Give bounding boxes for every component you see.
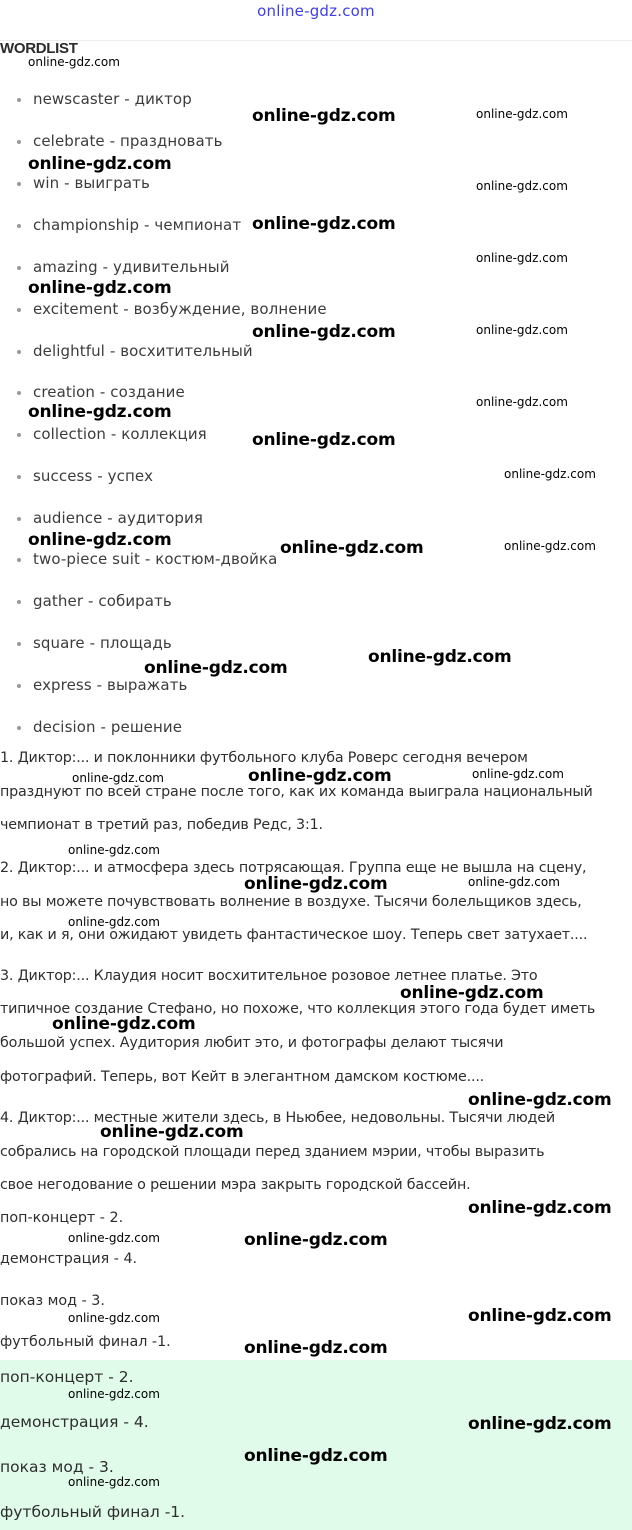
list-item: square - площадь	[33, 634, 172, 652]
watermark: online-gdz.com	[28, 154, 172, 174]
watermark: online-gdz.com	[68, 1387, 160, 1401]
watermark: online-gdz.com	[468, 1414, 612, 1434]
watermark: online-gdz.com	[252, 322, 396, 342]
list-item: audience - аудитория	[33, 509, 203, 527]
list-item: win - выиграть	[33, 174, 150, 192]
bullet-icon	[17, 308, 21, 312]
paragraph-line: большой успех. Аудитория любит это, и фотографы делают тысячи	[0, 1035, 504, 1051]
list-item: excitement - возбуждение, волнение	[33, 300, 327, 318]
watermark: online-gdz.com	[476, 395, 568, 409]
bullet-icon	[17, 684, 21, 688]
site-logo[interactable]: online-gdz.com	[257, 2, 375, 20]
watermark: online-gdz.com	[68, 1231, 160, 1245]
paragraph-line: но вы можете почувствовать волнение в воздухе. Тысячи болельщиков здесь,	[0, 894, 582, 910]
bullet-icon	[17, 391, 21, 395]
watermark: online-gdz.com	[28, 402, 172, 422]
paragraph-line: 2. Диктор:... и атмосфера здесь потрясающая. Группа еще не вышла на сцену,	[0, 860, 587, 876]
watermark: online-gdz.com	[280, 538, 424, 558]
paragraph-line: типичное создание Стефано, но похоже, что коллекция этого года будет иметь	[0, 1001, 596, 1017]
paragraph-line: чемпионат в третий раз, победив Редс, 3:1.	[0, 817, 323, 833]
watermark: online-gdz.com	[252, 430, 396, 450]
watermark: online-gdz.com	[28, 278, 172, 298]
watermark: online-gdz.com	[100, 1122, 244, 1142]
watermark: online-gdz.com	[468, 1090, 612, 1110]
list-item: creation - создание	[33, 383, 185, 401]
bullet-icon	[17, 224, 21, 228]
watermark: online-gdz.com	[68, 1311, 160, 1325]
answer-box-line: показ мод - 3.	[0, 1458, 114, 1476]
watermark: online-gdz.com	[468, 1198, 612, 1218]
list-item: decision - решение	[33, 718, 182, 736]
watermark: online-gdz.com	[472, 767, 564, 781]
list-item: success - успех	[33, 467, 153, 485]
bullet-icon	[17, 266, 21, 270]
answer-line: футбольный финал -1.	[0, 1334, 171, 1350]
top-bar	[0, 0, 632, 41]
watermark: online-gdz.com	[68, 1475, 160, 1489]
watermark: online-gdz.com	[504, 539, 596, 553]
watermark: online-gdz.com	[400, 983, 544, 1003]
list-item: championship - чемпионат	[33, 216, 241, 234]
watermark: online-gdz.com	[476, 107, 568, 121]
answer-line: демонстрация - 4.	[0, 1251, 138, 1267]
bullet-icon	[17, 517, 21, 521]
list-item: delightful - восхитительный	[33, 342, 253, 360]
watermark: online-gdz.com	[252, 106, 396, 126]
bullet-icon	[17, 600, 21, 604]
paragraph-line: 1. Диктор:... и поклонники футбольного клуба Роверс сегодня вечером	[0, 750, 528, 766]
watermark: online-gdz.com	[68, 915, 160, 929]
bullet-icon	[17, 182, 21, 186]
watermark: online-gdz.com	[468, 1306, 612, 1326]
paragraph-line: празднуют по всей стране после того, как их команда выиграла национальный	[0, 784, 593, 800]
watermark: online-gdz.com	[72, 771, 164, 785]
answer-box	[0, 1360, 632, 1530]
paragraph-line: собрались на городской площади перед зданием мэрии, чтобы выразить	[0, 1144, 545, 1160]
watermark: online-gdz.com	[252, 214, 396, 234]
bullet-icon	[17, 642, 21, 646]
bullet-icon	[17, 98, 21, 102]
answer-box-line: демонстрация - 4.	[0, 1413, 149, 1431]
answer-box-line: поп-концерт - 2.	[0, 1368, 134, 1386]
watermark: online-gdz.com	[28, 55, 120, 69]
watermark: online-gdz.com	[144, 658, 288, 678]
watermark: online-gdz.com	[28, 530, 172, 550]
bullet-icon	[17, 350, 21, 354]
paragraph-line: свое негодование о решении мэра закрыть городской бассейн.	[0, 1177, 471, 1193]
watermark: online-gdz.com	[368, 647, 512, 667]
watermark: online-gdz.com	[244, 1338, 388, 1358]
bullet-icon	[17, 433, 21, 437]
list-item: newscaster - диктор	[33, 90, 192, 108]
list-item: collection - коллекция	[33, 425, 207, 443]
watermark: online-gdz.com	[248, 766, 392, 786]
wordlist-heading: WORDLIST	[0, 40, 78, 57]
list-item: amazing - удивительный	[33, 258, 230, 276]
watermark: online-gdz.com	[468, 875, 560, 889]
watermark: online-gdz.com	[504, 467, 596, 481]
watermark: online-gdz.com	[52, 1014, 196, 1034]
bullet-icon	[17, 558, 21, 562]
watermark: online-gdz.com	[244, 874, 388, 894]
paragraph-line: фотографий. Теперь, вот Кейт в элегантном дамском костюме....	[0, 1069, 485, 1085]
answer-box-line: футбольный финал -1.	[0, 1503, 186, 1521]
watermark: online-gdz.com	[476, 323, 568, 337]
bullet-icon	[17, 475, 21, 479]
list-item: two-piece suit - костюм-двойка	[33, 550, 277, 568]
list-item: express - выражать	[33, 676, 188, 694]
paragraph-line: 3. Диктор:... Клаудия носит восхитительное розовое летнее платье. Это	[0, 968, 538, 984]
watermark: online-gdz.com	[244, 1446, 388, 1466]
watermark: online-gdz.com	[476, 251, 568, 265]
watermark: online-gdz.com	[244, 1230, 388, 1250]
paragraph-line: и, как и я, они ожидают увидеть фантастическое шоу. Теперь свет затухает....	[0, 927, 588, 943]
bullet-icon	[17, 726, 21, 730]
bullet-icon	[17, 140, 21, 144]
watermark: online-gdz.com	[68, 843, 160, 857]
answer-line: показ мод - 3.	[0, 1293, 105, 1309]
watermark: online-gdz.com	[476, 179, 568, 193]
answer-line: поп-концерт - 2.	[0, 1210, 124, 1226]
list-item: gather - собирать	[33, 592, 172, 610]
paragraph-line: 4. Диктор:... местные жители здесь, в Ньюбее, недовольны. Тысячи людей	[0, 1110, 555, 1126]
list-item: celebrate - праздновать	[33, 132, 223, 150]
